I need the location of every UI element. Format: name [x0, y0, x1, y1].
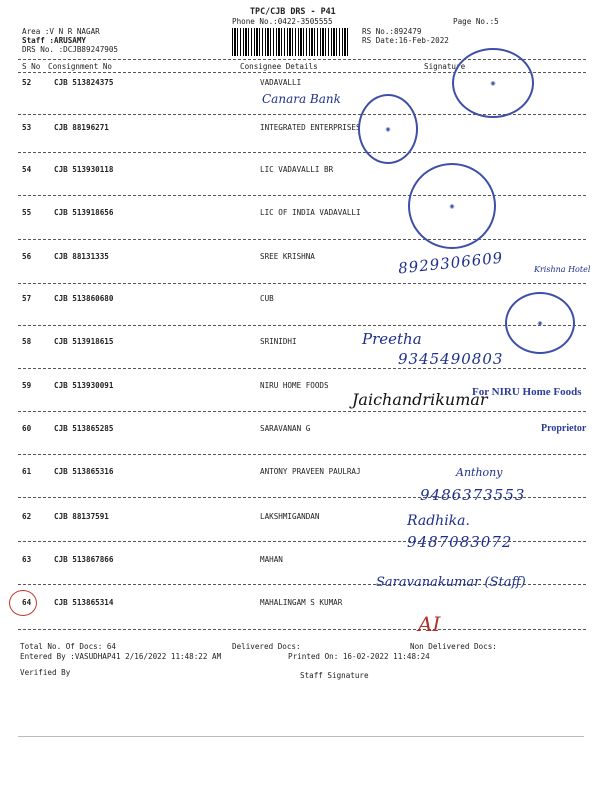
row-consignment: CJB 513930118	[54, 165, 114, 174]
rs-date: RS Date:16-Feb-2022	[362, 36, 449, 45]
row-divider	[18, 239, 586, 240]
row-consignee: CUB	[260, 294, 274, 303]
row-divider	[18, 325, 586, 326]
row-consignee: ANTONY PRAVEEN PAULRAJ	[260, 467, 361, 476]
enterprises-stamp: ◉	[358, 94, 418, 164]
delivered-docs: Delivered Docs:	[232, 642, 301, 651]
row-consignment: CJB 513930091	[54, 381, 114, 390]
rs-number: RS No.:892479	[362, 27, 422, 36]
handwriting-sig-61: Anthony	[456, 466, 503, 479]
staff-label: Staff :ARUSAMY	[22, 36, 87, 45]
page-number: Page No.:5	[453, 17, 499, 26]
col-consignment: Consignment No	[48, 62, 113, 71]
staff-signature: Staff Signature	[300, 671, 369, 680]
row-divider	[18, 368, 586, 369]
row-sno: 55	[22, 208, 32, 217]
handwriting-sig-58: Preetha	[362, 330, 422, 348]
entered-by: Entered By :VASUDHAP41 2/16/2022 11:48:22 AM	[20, 652, 222, 661]
row-consignee: INTEGRATED ENTERPRISES	[260, 123, 361, 132]
col-sno: S No	[22, 62, 41, 71]
bottom-rule	[18, 736, 584, 737]
row-consignment: CJB 513865285	[54, 424, 114, 433]
row-consignment: CJB 513824375	[54, 78, 114, 87]
canara-bank-stamp: ◉	[452, 48, 534, 118]
niru-stamp-line2: Proprietor	[541, 423, 587, 434]
row-sno: 56	[22, 252, 32, 261]
area-label: Area :V N R NAGAR	[22, 27, 100, 36]
handwriting-ai: AI	[418, 612, 441, 636]
handwriting-phone-56: 8929306609	[397, 248, 505, 278]
cub-stamp: ◉	[505, 292, 575, 354]
row-consignment: CJB 88131335	[54, 252, 109, 261]
row-consignment: CJB 513865316	[54, 467, 114, 476]
handwriting-note-56: Krishna Hotel	[534, 265, 591, 274]
row-consignment: CJB 88196271	[54, 123, 109, 132]
row-consignment: CJB 513867866	[54, 555, 114, 564]
row-sno: 61	[22, 467, 32, 476]
col-consignee: Consignee Details	[240, 62, 318, 71]
phone-number: Phone No.:0422-3505555	[232, 17, 333, 26]
row-consignment: CJB 513918656	[54, 208, 114, 217]
col-signature: Signature	[424, 62, 466, 71]
row-consignment: CJB 513918615	[54, 337, 114, 346]
row-consignee: MAHALINGAM S KUMAR	[260, 598, 343, 607]
row-consignee: LIC OF INDIA VADAVALLI	[260, 208, 361, 217]
handwriting-phone-58: 9345490803	[398, 350, 504, 368]
row-consignee: LIC VADAVALLI BR	[260, 165, 334, 174]
row-divider	[18, 283, 586, 284]
printed-on: Printed On: 16-02-2022 11:48:24	[288, 652, 430, 661]
lic-stamp: ◉	[408, 163, 496, 249]
row-sno: 64	[22, 598, 32, 607]
row-sno: 53	[22, 123, 32, 132]
non-delivered-docs: Non Delivered Docs:	[410, 642, 497, 651]
row-consignee: LAKSHMIGANDAN	[260, 512, 320, 521]
row-consignee: VADAVALLI	[260, 78, 302, 87]
row-consignment: CJB 513865314	[54, 598, 114, 607]
row-sno: 57	[22, 294, 32, 303]
handwriting-phone-61: 9486373553	[420, 486, 526, 504]
handwriting-sig-64: Saravanakumar (Staff)	[376, 575, 526, 590]
handwriting-canara: Canara Bank	[262, 92, 341, 106]
circle-mark	[9, 590, 37, 616]
row-sno: 52	[22, 78, 32, 87]
row-sno: 54	[22, 165, 32, 174]
row-sno: 58	[22, 337, 32, 346]
row-consignee: NIRU HOME FOODS	[260, 381, 329, 390]
row-consignee: SARAVANAN G	[260, 424, 311, 433]
row-consignment: CJB 513860680	[54, 294, 114, 303]
row-divider	[18, 152, 586, 153]
handwriting-sig-59: Jaichandrikumar	[352, 390, 488, 409]
row-consignee: SREE KRISHNA	[260, 252, 315, 261]
row-divider	[18, 411, 586, 412]
verified-by: Verified By	[20, 668, 71, 677]
row-divider	[18, 629, 586, 630]
row-sno: 62	[22, 512, 32, 521]
row-consignee: MAHAN	[260, 555, 283, 564]
row-divider	[18, 454, 586, 455]
report-title: TPC/CJB DRS - P41	[250, 6, 336, 16]
row-sno: 59	[22, 381, 32, 390]
row-consignee: SRINIDHI	[260, 337, 297, 346]
row-divider	[18, 195, 586, 196]
row-consignment: CJB 88137591	[54, 512, 109, 521]
row-sno: 60	[22, 424, 32, 433]
drs-number: DRS No. :DCJB89247905	[22, 45, 119, 54]
total-docs: Total No. Of Docs: 64	[20, 642, 117, 651]
row-sno: 63	[22, 555, 32, 564]
handwriting-name-62: Radhika.	[407, 513, 470, 529]
barcode	[232, 28, 348, 56]
niru-stamp-line1: For NIRU Home Foods	[472, 386, 582, 398]
handwriting-phone-62: 9487083072	[407, 533, 513, 551]
